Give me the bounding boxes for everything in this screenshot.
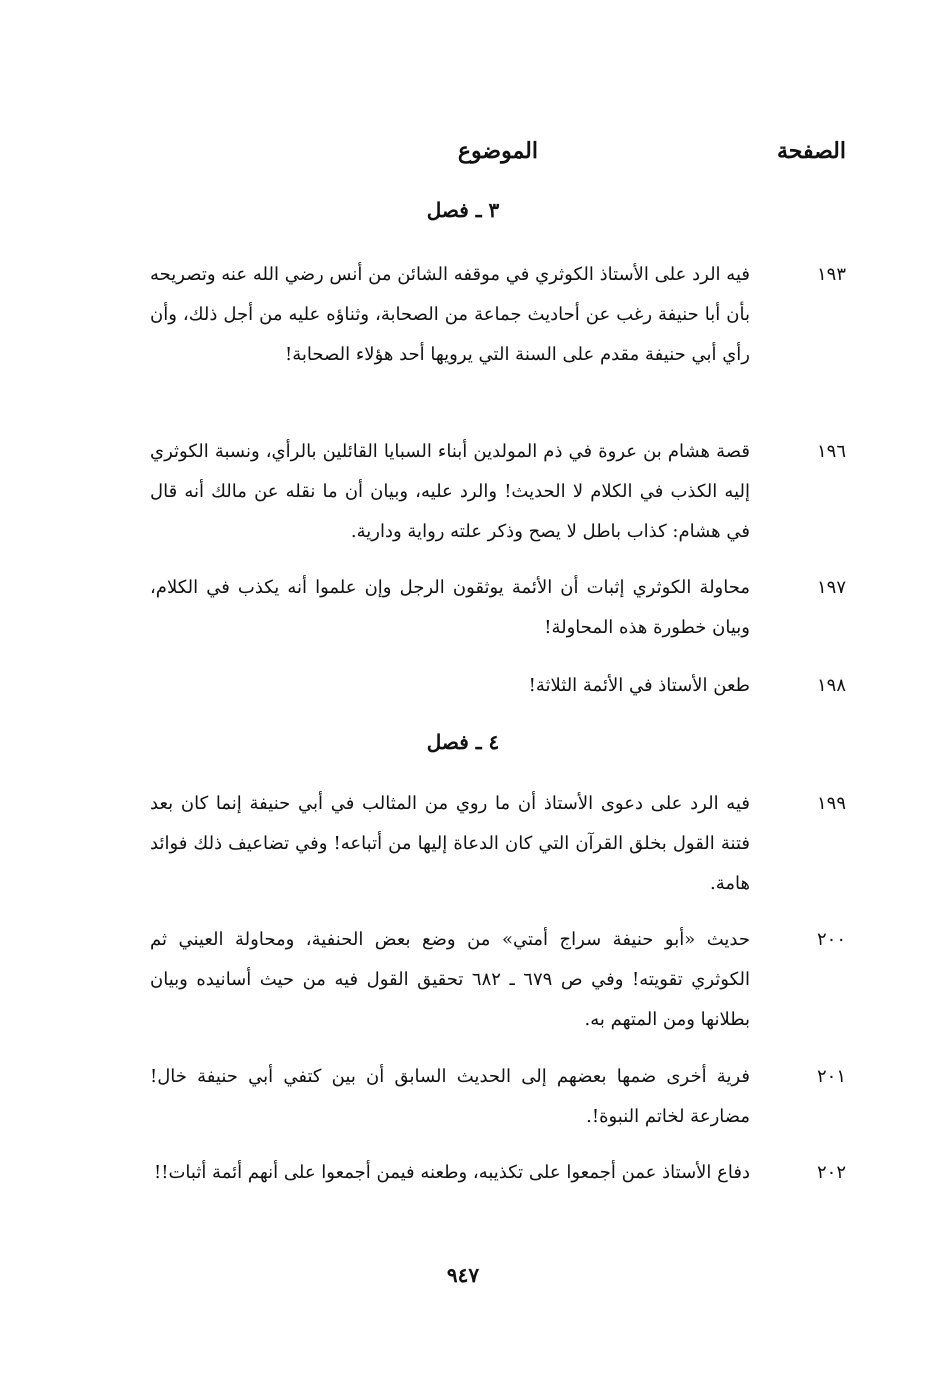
page-column-header: الصفحة	[776, 138, 846, 164]
entry-text: حديث «أبو حنيفة سراج أمتي» من وضع بعض الحنفية، ومحاولة العيني ثم الكوثري تقويته! وفي ص ٦٧٩ ـ ٦٨٢ تحقيق القول فيه من حيث أسانيده وبيان بطلانها ومن المتهم به.	[150, 929, 751, 1030]
entry-page-number: ٢٠٠	[816, 929, 846, 950]
entry-text: فيه الرد على الأستاذ الكوثري في موقفه الشائن من أنس رضي الله عنه وتصريحه بأن أبا حنيفة رغب عن أحاديث جماعة من الصحابة، وثناؤه عليه من أجل ذلك، وأن رأي أبي حنيفة مقدم على السنة التي يرويها أحد هؤلاء الصحابة!	[150, 264, 750, 365]
entry-page-number: ١٩٩	[816, 793, 846, 814]
entry-page-number: ٢٠٢	[816, 1162, 846, 1183]
section-title: ٤ ـ فصل	[426, 730, 500, 754]
entry-page-number: ١٩٨	[816, 675, 846, 696]
entry-text: طعن الأستاذ في الأئمة الثلاثة!	[528, 675, 750, 696]
entry-text: دفاع الأستاذ عمن أجمعوا على تكذيبه، وطعنه فيمن أجمعوا على أنهم أئمة أثبات!!	[154, 1162, 750, 1183]
page-number: ٩٤٧	[446, 1263, 480, 1287]
entry-text: محاولة الكوثري إثبات أن الأئمة يوثقون الرجل وإن علموا أنه يكذب في الكلام، وبيان خطورة هذه المحاولة!	[150, 577, 750, 638]
entry-text: قصة هشام بن عروة في ذم المولدين أبناء السبايا القائلين بالرأي، ونسبة الكوثري إليه الكذب في الكلام لا الحديث! والرد عليه، وبيان أن ما نقله عن مالك أنه قال في هشام: كذاب باطل لا يصح وذكر علته رواية ودارية.	[150, 441, 750, 542]
entry-page-number: ١٩٦	[816, 441, 846, 462]
entry-page-number: ١٩٧	[816, 577, 846, 598]
section-title: ٣ ـ فصل	[426, 198, 500, 222]
topic-column-header: الموضوع	[457, 138, 538, 164]
entry-text: فيه الرد على دعوى الأستاذ أن ما روي من المثالب في أبي حنيفة إنما كان بعد فتنة القول بخلق القرآن التي كان الدعاة إليها من أتباعه! وفي تضاعيف ذلك فوائد هامة.	[150, 793, 750, 894]
entry-text: فرية أخرى ضمها بعضهم إلى الحديث السابق أن بين كتفي أبي حنيفة خال! مضارعة لخاتم النبوة!.	[150, 1066, 750, 1127]
entry-page-number: ١٩٣	[816, 264, 846, 285]
entry-page-number: ٢٠١	[816, 1066, 846, 1087]
